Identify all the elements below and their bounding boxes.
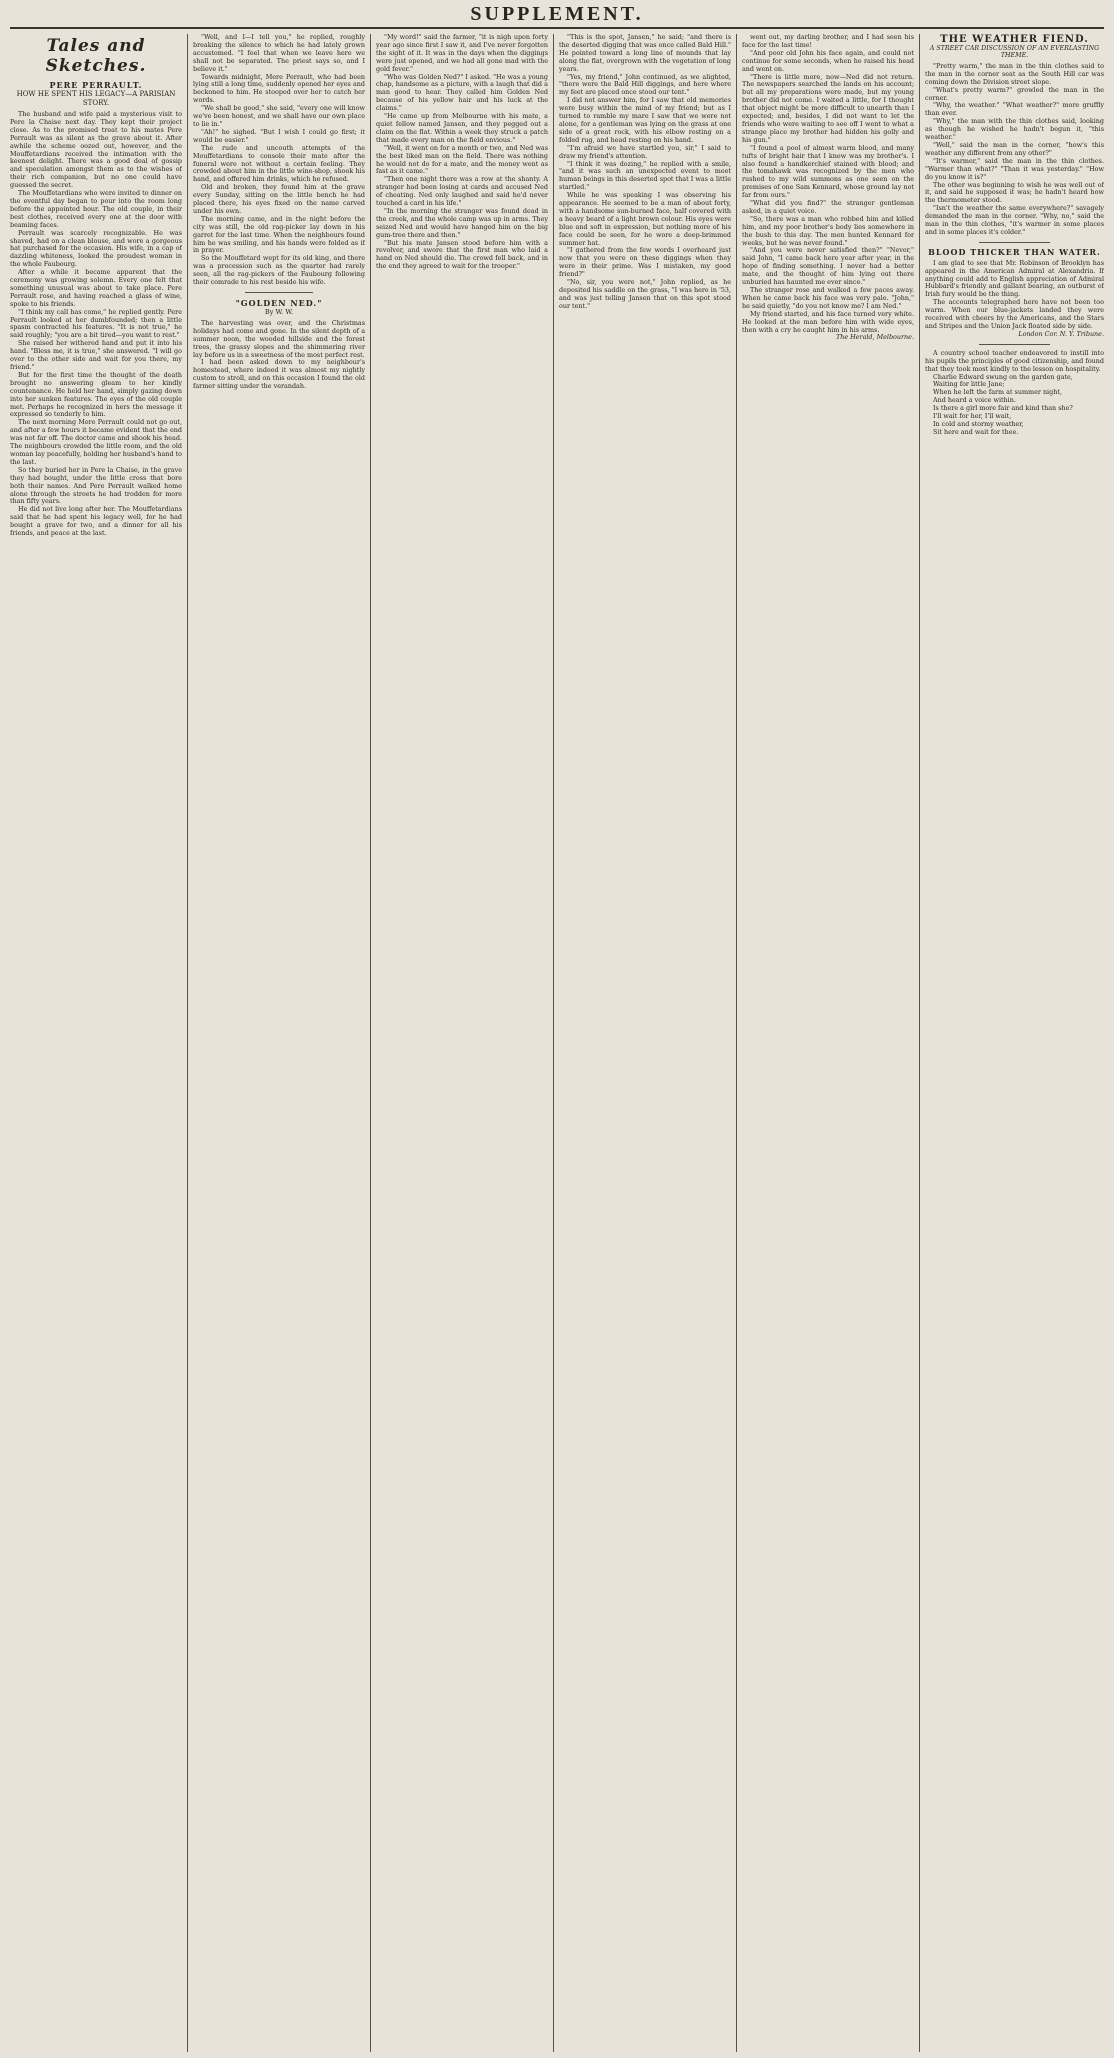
paragraph: "What did you find?" the stranger gentleman asked, in a quiet voice. [742,199,914,215]
paragraph: "I think it was dozing," he replied with a smile, "and it was such an unexpected event to meet human beings in this deserted spot that I was a little startled." [559,159,731,192]
paragraph: Perrault was scarcely recognizable. He was shaved, had on a clean blouse, and wore a gorgeous hat purchased for the occasion. His wife, in a cap of dazzling whiteness, looked the proudest woman in the whole Faubourg. [10,228,182,269]
paragraph: Towards midnight, Mere Perrault, who had been lying still a long time, suddenly opened her eyes and beckoned to him. He stooped over her to catch her words. [193,72,365,105]
story-credit: The Herald, Melbourne. [835,333,914,342]
paragraph: The other was beginning to wish he was well out of it, and said he supposed it was; he hadn't heard how the thermometer stood. [925,180,1104,205]
verse-line: In cold and stormy weather, [933,419,1024,428]
paragraph: "My word!" said the farmer, "it is nigh upon forty year ago since first I saw it, and I've never forgotten the sight of it. It was in the days when the diggings were just opened, and we had all gone mad with the gold fever." [376,34,548,73]
column-2 [193,34,365,2052]
paragraph: "Well, and I—I tell you," he replied, roughly breaking the silence to which he had lately grown accustomed. "I feel that when we leave here we shall not be separated. The priest says so, and I believe it." [193,34,365,73]
paragraph: The rude and uncouth attempts of the Mouffetardians to console their mate after the funeral were not without a certain feeling. They crowded about him in the little wine-shop, shook his hand, and offered him drinks, which he refused. [193,143,365,184]
blood-thicker-title: BLOOD THICKER THAN WATER. [928,246,1101,257]
column-rule [370,34,371,2052]
paragraph: "I gathered from the few words I overheard just now that you were on these diggings when they were in their prime. Was I mistaken, my good friend?" [559,246,731,279]
paragraph: After a while it became apparent that the ceremony was growing solemn. Every one felt that something unusual was about to take place. Pere Perrault rose, and having reached a glass of wine, spoke to his friends. [10,268,182,308]
paragraph: "Yes, my friend," John continued, as we alighted, "there were the Bald Hill diggings, and here where my feet are placed once stood our tent." [559,72,731,97]
paragraph: The harvesting was over, and the Christmas holidays had come and gone. In the silent depth of a summer noon, the wooded hillside and the forest trees, the grassy slopes and the shimmering river lay before us in a sweetness of the most perfect rest. [193,318,365,359]
divider [979,344,1051,345]
paragraph: "Then one night there was a row at the shanty. A stranger had been losing at cards and accused Ned of cheating. Ned only laughed and said he'd never touched a card in his life." [376,175,548,208]
paragraph: "I'm afraid we have startled you, sir," I said to draw my friend's attention. [559,143,731,160]
paragraph: I did not answer him, for I saw that old memories were busy within the mind of my friend; but as I turned to ramble my mare I saw that we were not alone, for a gentleman was lying on the grass at one side of a great rock, with his elbow resting on a folded rug, and head resting on his hand. [559,96,731,144]
paragraph: "So, there was a man who robbed him and killed him, and my poor brother's body lies somewhere in the bush to this day. The men hunted Kennard for weeks, but he was never found." [742,214,914,247]
paragraph: "There is little more, now—Ned did not return. The newspapers searched the lands on his account; but all my preparations were made, but my young brother did not come. I waited a little, for I thought that object might be more difficult to unearth than I expected; and, besides, I did not want to let the friends who were waiting to see off I went to what a strange place my brother had hidden his golly and his gun." [742,72,914,144]
paragraph: "Why," the man with the thin clothes said, looking as though he wished he hadn't begun it, "this weather." [925,117,1104,142]
paragraph: While he was speaking I was observing his appearance. He seemed to be a man of about forty, with a handsome sun-burned face, half covered with a heavy beard of a light brown colour. His eyes were blue and soft in expression, but nothing more of his face could be seen, for he wore a deep-brimmed summer hat. [559,191,731,247]
paragraph: I am glad to see that Mr. Robinson of Brooklyn has appeared in the American Admiral at Alexandria. If anything could add to English appreciation of Admiral Hubbard's friendly and gallant bearing, an outburst of Irish fury would be the thing. [925,258,1104,299]
column-rule [919,34,920,2052]
paragraph: "What's pretty warm?" growled the man in the corner. [925,85,1104,102]
column-rule [553,34,554,2052]
columns [10,34,1104,2052]
paragraph: She raised her withered hand and put it into his hand. "Bless me, it is true," she answered. "I will go over to the other side and wait for you there, my friend." [10,339,182,371]
article-credit: London Cor. N. Y. Tribune. [1018,329,1104,338]
section-title: Tales and Sketches. [45,36,147,76]
paragraph: He did not live long after her. The Mouffetardians said that he had spent his legacy well, for he had bought a grave for two, and a dinner for all his friends, and peace at the last. [10,505,182,538]
paragraph: "We shall be good," she said, "every one will know we've been honest, and we shall have our own place to lie in." [193,104,365,128]
masthead [0,0,1114,30]
paragraph: "Why, the weather." "What weather?" more gruffly than ever. [925,101,1104,118]
paragraph: "He came up from Melbourne with his mate, a quiet fellow named Jansen, and they pegged out a claim on the flat. Within a week they struck a patch that made every man on the field envious." [376,112,548,144]
paragraph: "Pretty warm," the man in the thin clothes said to the man in the corner seat as the South Hill car was coming down the Division street slope. [925,61,1104,86]
verse-line: Waiting for little Jane; [933,380,1005,389]
paragraph: "Isn't the weather the same everywhere?" savagely demanded the man in the corner. "Why, no," said the man in the thin clothes, "it's warmer in some places and in some places it's colder." [925,204,1104,236]
paragraph: "I found a pool of almost warm blood, and many tufts of bright hair that I knew was my brother's. I also found a handkerchief stained with blood; and the tomahawk was recognized by the men who rushed to my wild summons as one seen on the premises of one Sam Kennard, whose ground lay not far from ours." [742,143,914,200]
weather-fiend-subtitle: A STREET CAR DISCUSSION OF AN EVERLASTING THEME. [929,44,1100,60]
paragraph: The stranger rose and walked a few paces away. When he came back his face was very pale. "John," he said quietly, "do you not know me? I am Ned." [742,286,914,310]
paragraph: So the Mouffetard wept for its old king, and there was a procession such as the quarter had rarely seen, all the rag-pickers of the Faubourg following their comrade to his rest beside his wife. [193,254,365,287]
paragraph: "I think my call has come," he replied gently. Pere Perrault looked at her dumbfounded; then a little spasm contracted his features. "It is not true," he said roughly; "you are a bit tired—you want to rest." [10,307,182,340]
story-subtitle: HOW HE SPENT HIS LEGACY—A PARISIAN STORY. [16,90,176,107]
paragraph: The accounts telegraphed here have not been too warm. When our blue-jackets landed they were received with cheers by the Americans, and the Stars and Stripes and the Union Jack floated side by side. [925,298,1104,330]
verse-line: Charlie Edward swung on the garden gate, [933,372,1073,381]
paragraph: "But his mate Jansen stood before him with a revolver, and swore that the first man who laid a hand on Ned should die. The crowd fell back, and in the end they agreed to wait for the trooper." [376,238,548,271]
paragraph: The next morning Mere Perrault could not go out, and after a few hours it became evident that the end was not far off. The doctor came and shook his head. The neighbours crowded the little room, and the old woman lay peacefully, holding her husband's hand to the last. [10,418,182,466]
paragraph: "And poor old John his face again, and could not continue for some seconds, when he raised his head and went on. [742,48,914,73]
divider [979,242,1051,243]
paragraph: "It's warmer," said the man in the thin clothes. "Warmer than what?" "Than it was yesterday." "How do you know it is?" [925,156,1104,181]
paragraph: A country school teacher endeavored to instill into his pupils the principles of good citizenship, and found that they took most kindly to the lesson on hospitality. [925,348,1104,373]
masthead-rule [10,27,1104,29]
paragraph: "Well," said the man in the corner, "how's this weather any different from any other?" [925,140,1104,157]
paragraph: "And you were never satisfied then?" "Never," said John, "I came back here year after year, in the hope of finding something. I never had a better mate, and the thought of him lying out there unburied has haunted me ever since." [742,246,914,287]
column-rule [736,34,737,2052]
golden-ned-byline: By W. W. [264,308,294,316]
column-5 [742,34,914,2052]
column-6 [925,34,1104,2052]
verse-line: I'll wait for her, I'll wait, [933,412,1012,421]
paragraph: Old and broken, they found him at the grave every Sunday, sitting on the little bench he had placed there, his eyes fixed on the name carved under his own. [193,183,365,215]
column-rule [187,34,188,2052]
paragraph: But for the first time the thought of the death brought no answering gleam to her kindly countenance. He held her hand, simply gazing down into her sunken features. The eyes of the old couple met. Perhaps he recognized in hers the message it expressed so tenderly to him. [10,370,182,419]
paragraph: "Who was Golden Ned?" I asked. "He was a young chap, handsome as a picture, with a laugh that did a man good to hear. They called him Golden Ned because of his yellow hair and his luck at the claims." [376,72,548,113]
paragraph: I had been asked down to my neighbour's homestead, where indeed it was almost my nightly custom to stroll, and on this occasion I found the old farmer sitting under the verandah. [193,358,365,391]
paragraph: "No, sir, you were not," John replied, as he deposited his saddle on the grass, "I was here in '53, and was just telling Jansen that on this spot stood our tent." [559,278,731,310]
verse-line: And heard a voice within. [933,396,1016,405]
divider [245,292,314,293]
column-1 [10,34,182,2052]
paragraph: So they buried her in Pere la Chaise, in the grave they had bought, under the little cross that bore both their names. And Pere Perrault walked home alone through the streets he had trodden for more than fifty years. [10,465,182,506]
verse-line: When he left the farm at summer night, [933,388,1062,397]
weather-fiend-title: THE WEATHER FIEND. [940,34,1089,45]
paragraph: The morning came, and in the night before the city was still, the old rag-picker lay down in his garret for the last time. When the neighbours found him he was smiling, and his hands were folded as if in prayer. [193,214,365,255]
column-4 [559,34,731,2052]
supplement-title: SUPPLEMENT. [470,3,644,25]
paragraph: went out, my darling brother, and I had seen his face for the last time! [742,34,914,49]
paragraph: My friend started, and his face turned very white. He looked at the man before him with wide eyes, then with a cry he caught him in his arms. [742,309,914,334]
column-3 [376,34,548,2052]
verse-line: Sit here and wait for thee. [933,427,1019,436]
story-title: PERE PERRAULT. [49,80,143,90]
paragraph: "This is the spot, Jansen," he said; "and there is the deserted digging that was once called Bald Hill." He pointed toward a long line of mounds that lay along the flat, overgrown with the vegetation of long years. [559,34,731,73]
paragraph: "Ah!" he sighed. "But I wish I could go first; it would be easier." [193,127,365,144]
paragraph: The Mouffetardians who were invited to dinner on the eventful day began to pour into the room long before the appointed hour. The old couple, in their best clothes, received every one at the door with beaming faces. [10,189,182,229]
golden-ned-title: "GOLDEN NED." [235,298,323,308]
paragraph: The husband and wife paid a mysterious visit to Pere la Chaise next day. They kept their project close. As to the promised treat to his mates Pere Perrault was as silent as the grave about it. After awhile the scheme oozed out, however, and the Mouffetardians received the intimation with the keenest delight. There was a good deal of gossip and speculation amongst them as to the wishes of their rich companion, but no one could have guessed the secret. [10,110,182,190]
paragraph: "Well, it went on for a month or two, and Ned was the best liked man on the field. There was nothing he would not do for a mate, and the money went as fast as it came." [376,143,548,176]
story-body [10,111,182,538]
verse-line: Is there a girl more fair and kind than she? [933,404,1073,413]
paragraph: "In the morning the stranger was found dead in the creek, and the whole camp was up in arms. They seized Ned and would have hanged him on the big gum-tree there and then." [376,206,548,239]
